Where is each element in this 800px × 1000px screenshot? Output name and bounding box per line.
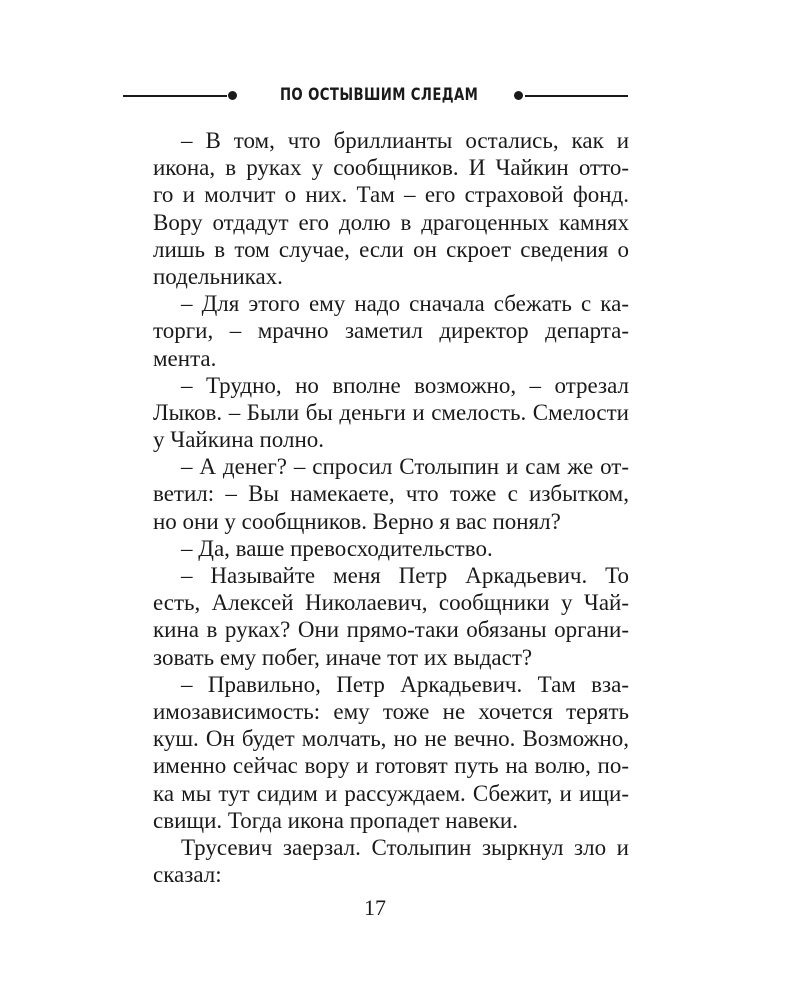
- text-line: мента.: [153, 345, 217, 371]
- text-line: есть, Алексей Николаевич, сообщники у Чай-: [153, 590, 629, 616]
- text-line: – Да, ваше превосходительство.: [181, 535, 493, 561]
- text-line: ка мы тут сидим и рассуждаем. Сбежит, и ищи-: [153, 780, 629, 806]
- text-line: икона, в руках у сообщников. И Чайкин отто-: [153, 155, 629, 181]
- text-line: зовать ему побег, иначе тот их выдаст?: [153, 644, 533, 670]
- text-line: Вору отдадут его долю в драгоценных камнях: [153, 209, 629, 235]
- text-line: – Правильно, Петр Аркадьевич. Там вза-: [181, 671, 629, 697]
- header-right-rule: [525, 95, 628, 97]
- text-line: ветил: – Вы намекаете, что тоже с избытком,: [153, 481, 629, 507]
- text-line: – Трудно, но вполне возможно, – отрезал: [181, 372, 629, 398]
- text-line: подельниках.: [153, 263, 283, 289]
- text-line: Лыков. – Были бы деньги и смелость. Смелости: [153, 399, 629, 425]
- text-line: Трусевич заерзал. Столыпин зыркнул зло и: [181, 834, 629, 860]
- text-line: – А денег? – спросил Столыпин и сам же от-: [181, 454, 629, 480]
- text-line: лишь в том случае, если он скроет сведения о: [153, 236, 629, 262]
- text-line: – Называйте меня Петр Аркадьевич. То: [181, 563, 629, 588]
- text-line: кина в руках? Они прямо-таки обязаны органи-: [153, 617, 629, 643]
- header-right-dot-ornament: [514, 91, 523, 100]
- page-number: 17: [364, 895, 386, 920]
- text-line: торги, – мрачно заметил директор департа-: [153, 318, 629, 344]
- header-left-rule: [123, 95, 227, 97]
- text-line: свищи. Тогда икона пропадет навеки.: [153, 807, 518, 833]
- text-line: именно сейчас вору и готовят путь на волю, по-: [153, 753, 629, 779]
- text-line: но они у сообщников. Верно я вас понял?: [153, 508, 561, 534]
- header-left-dot-ornament: [228, 91, 237, 100]
- text-line: го и молчит о них. Там – его страховой фонд.: [153, 182, 629, 208]
- running-header: [123, 84, 628, 108]
- text-line: имозависимость: ему тоже не хочется терять: [153, 698, 629, 724]
- text-line: – В том, что бриллианты остались, как и: [181, 128, 629, 153]
- text-line: куш. Он будет молчать, но не вечно. Возможно,: [153, 726, 629, 752]
- body-text: [153, 127, 629, 888]
- text-line: сказал:: [153, 862, 222, 888]
- text-line: у Чайкина полно.: [153, 427, 325, 453]
- running-title: ПО ОСТЫВШИМ СЛЕДАМ: [279, 85, 479, 105]
- text-line: – Для этого ему надо сначала сбежать с ка-: [181, 291, 629, 317]
